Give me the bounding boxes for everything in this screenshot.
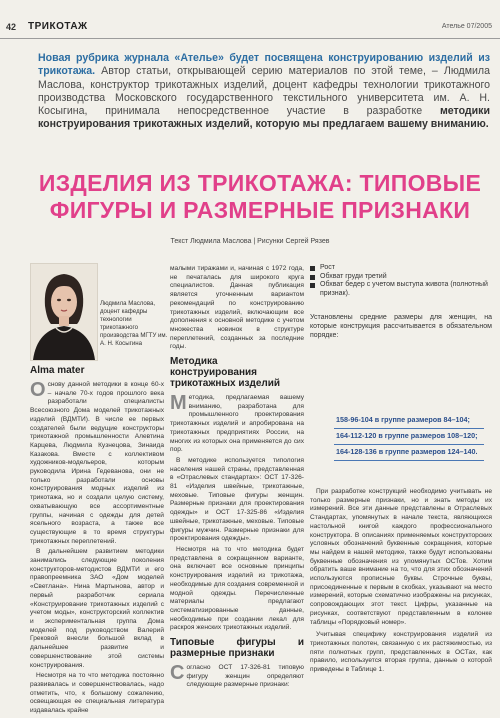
dropcap-2: М (170, 392, 187, 415)
col1-paragraph-1: снову данной методики в конце 60-х – начале 70-х годов прошлого века разработали специалисты Всесоюзного Дома моделей трикотажных изделий (ВДМТИ). В числе ее первых создателей были ведущие конструкторы трикотажной промышленности Алевтина Карцева, Людмила Кузнецова, Зинаида Казакова. Вместе с коллективом художников-модельеров, которым руководила Ирина Гедеванова, они не только разработали основы конструирования модных изделий из трикотажа, но и создали целую систему, охватывающую все ассортиментные группы, начиная с одежды для детей ясельного возраста, а также все существующие в то время структуры трикотажных переплетений. (30, 381, 164, 545)
square-bullet-icon (310, 275, 315, 280)
intro-paragraph (38, 52, 490, 132)
photo-caption: Людмила Маслова, доцент кафедры технологии трикотажного производства МГТУ им. А. Н. Косыгина (100, 300, 168, 347)
heading-methodology: Методика конструирования трикотажных изделий (170, 356, 281, 390)
size-group-item: 164-112-120 в группе размеров 108–120; (334, 429, 484, 445)
col1-paragraph-2: В дальнейшем развитием методики занимались следующие поколения конструкторов-методистов ВДМТИ и его правопреемника ЗАО «Дом моделей «Светлана». Нина Мартынова, автор и первый разработчик сериала «Конструирование трикотажных изделий с учетом моды», конструкторский коллектив и экспериментальная группа Дома моделей под руководством Валерий Грековой внесли большой вклад в дальнейшее развитие и совершенствование этой системы конструирования. (30, 548, 164, 669)
size-groups (334, 413, 484, 461)
intro-emphasis: методики конструирования трикотажных изделий, которую мы предлагаем вашему вниманию. (38, 105, 490, 131)
heading-alma-mater: Alma mater (30, 365, 85, 376)
col1-paragraph-3: Несмотря на то что методика постоянно развивалась и совершенствовалась, надо отметить, что, к большому сожалению, освещающая ее специальная литература издавалась крайне (30, 672, 164, 715)
col3-paragraph-2: Учитывая специфику конструирования изделий из трикотажных полотен, связанную с их растяжимостью, из пяти полнотных групп, представленных в ОСТах, как правило, используется вторая группа, данные о которой приведены в Таблице 1. (310, 631, 492, 674)
list-item (310, 281, 492, 298)
col2-paragraph-2: етодика, предлагаемая вашему вниманию, разработана для промышленного проектирования трикотажных изделий и апробирована на трикотажных предприятиях России, на многих из которых она применяется до сих пор. (170, 394, 304, 454)
dropcap-1: О (30, 379, 46, 401)
size-group-item: 164-128-136 в группе размеров 124–140. (334, 445, 484, 461)
list-item-text: Обхват бедер с учетом выступа живота (полнотный признак). (320, 281, 488, 297)
sizes-intro-paragraph: Установлены средние размеры для женщин, на которые конструкция рассчитывается в обязательном порядке: (310, 314, 492, 339)
list-item (310, 273, 492, 282)
list-item-text: Обхват груди третий (320, 272, 387, 280)
author-portrait-image (31, 264, 97, 360)
size-features-list (310, 264, 492, 340)
section-title: ТРИКОТАЖ (28, 21, 88, 32)
col2-paragraph-1: малыми тиражами и, начиная с 1972 года, не печаталась для широкого круга специалистов. Данная публикация является уточненным вариантом рекомендаций по конструированию трикотажных изделий, включающим все дополнения к основной методике с учетом множества новинок в структуре переплетений, созданных за последние годы. (170, 265, 304, 351)
col2-paragraph-5: огласно ОСТ 17-326-81 типовую фигуру женщин определяют следующие размерные признаки: (186, 664, 304, 689)
page-number: 42 (6, 22, 17, 32)
article-title: ИЗДЕЛИЯ ИЗ ТРИКОТАЖА: ТИПОВЫЕ ФИГУРЫ И РАЗМЕРНЫЕ ПРИЗНАКИ (38, 170, 482, 223)
list-item-text: Рост (320, 264, 335, 271)
square-bullet-icon (310, 283, 315, 288)
column-1 (30, 361, 164, 718)
intro-body: Автор статьи, открывающей серию материалов по этой теме, – Людмила Маслова, конструктор трикотажных изделий, доцент кафедры технологии трикотажного производства Московского государственного текстильного университета им. А. Н. Косыгина, принимала непосредственное участие в разработке (38, 65, 490, 118)
dropcap-3: С (170, 662, 185, 685)
intro-lead: Новая рубрика журнала «Ателье» будет посвящена конструированию изделий из трикотажа. (38, 52, 490, 78)
heading-typical-figures: Типовые фигуры и размерные признаки (170, 637, 304, 660)
author-photo (30, 263, 98, 361)
article-credits: Текст Людмила Маслова | Рисунки Сергей Рязев (170, 238, 330, 245)
page-header (0, 22, 500, 39)
magazine-issue: Ателье 07/2005 (441, 23, 492, 30)
col2-paragraph-3: В методике используется типология населения нашей страны, представленная в «Отраслевых стандартах»: ОСТ 17-326-81 «Изделия швейные, трикотажные, меховые. Типовые фигуры женщин. Размерные признаки для проектирования одежды» и ОСТ 17-325-86 «Изделия швейные, трикотажные, меховые. Типовые фигуры мужчин. Размерные признаки для проектирования одежды». (170, 456, 304, 543)
col3-paragraph-1: При разработке конструкций необходимо учитывать не только размерные признаки, но и знать методы их измерений. Все эти данные представлены в Отраслевых Стандартах, упомянутых в начале текста, являющихся настольной книгой каждого профессионального конструктора. В описаниях применяемых конструкторских условных обозначений буквенные сокращения, которые мы найдем в нашей методике, также будут использованы буквенные обозначения из упомянутых ОСТов. Хотим обратить ваше внимание на то, что для этих обозначений используются прописные буквы. Строчные буквы, присоединенные к первым в скобках, указывают на место измерений, которые схематично изображены на рисунках, сопровождающих этот текст. Цифры, указанные на рисунках, соответствуют представленным в колонке таблицы «Порядковый номер». (310, 488, 492, 626)
col2-paragraph-4: Несмотря на то что методика будет представлена в сокращенном варианте, она включает все основные принципы конструирования изделий из трикотажа, необходимые для создания современной и модной одежды. Перечисленные материалы предлагают систематизированные данные, необходимые при создании лекал для раскроя женских трикотажных изделий. (170, 545, 304, 632)
list-item (310, 264, 492, 273)
column-3-body (310, 488, 492, 677)
square-bullet-icon (310, 266, 315, 271)
size-group-item: 158-96-104 в группе размеров 84–104; (334, 413, 484, 429)
column-2 (170, 265, 304, 692)
